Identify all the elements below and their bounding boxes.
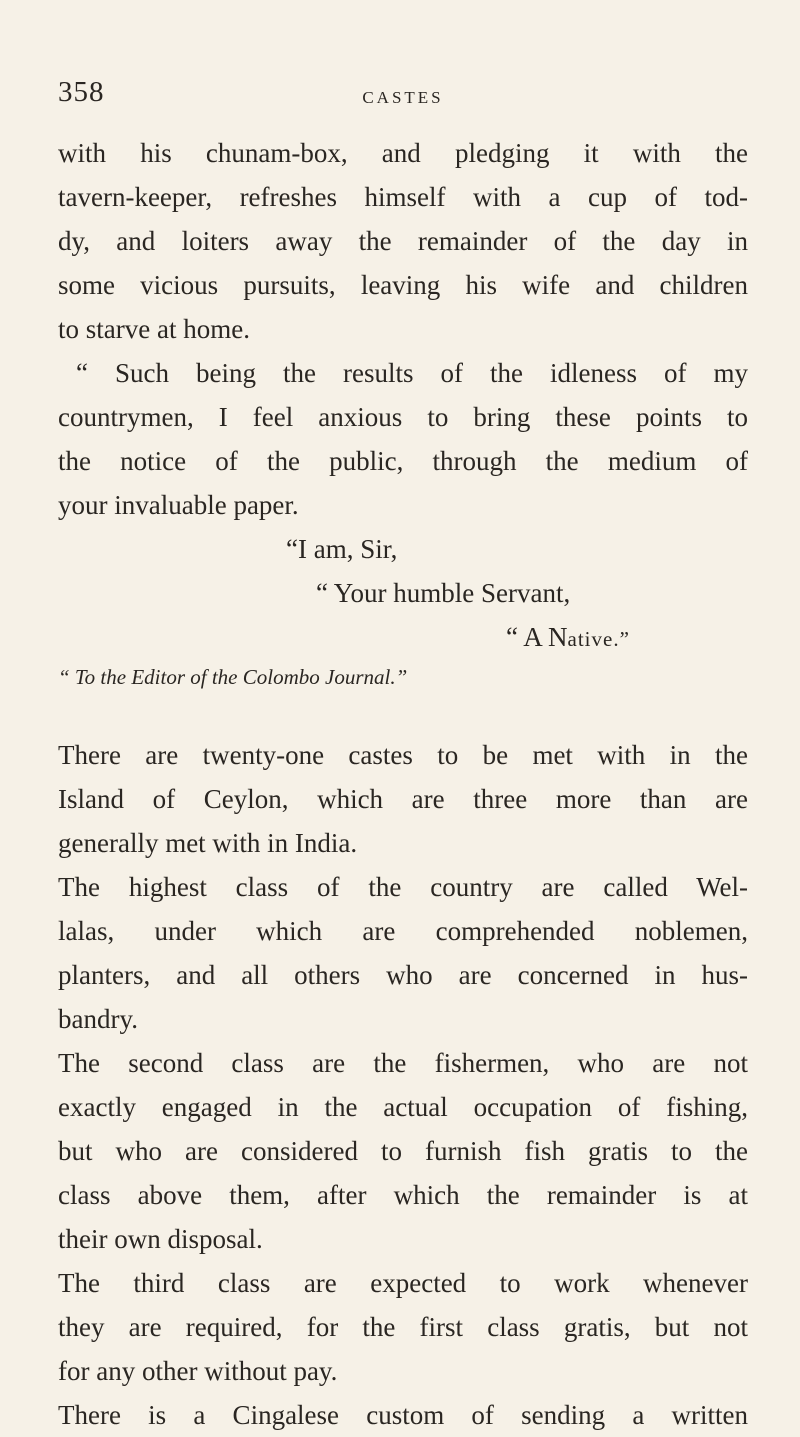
text-line: with his chunam-box, and pledging it with the bbox=[58, 138, 748, 168]
text-line: generally met with in India. bbox=[58, 828, 358, 858]
text-line: “ Such being the results of the idleness of my bbox=[76, 358, 748, 388]
page-number: 358 bbox=[58, 76, 105, 108]
text-line: tavern-keeper, refreshes himself with a cup of tod- bbox=[58, 182, 748, 212]
text-line: dy, and loiters away the remainder of the day in bbox=[58, 226, 748, 256]
text-line: some vicious pursuits, leaving his wife and children bbox=[58, 270, 748, 300]
text-line: the notice of the public, through the medium of bbox=[58, 446, 748, 476]
signoff-line: “ Your humble Servant, bbox=[316, 578, 571, 608]
running-head: CASTES bbox=[362, 88, 444, 107]
text-line: for any other without pay. bbox=[58, 1356, 338, 1386]
text-line: their own disposal. bbox=[58, 1224, 263, 1254]
text-line: class above them, after which the remainder is at bbox=[58, 1180, 748, 1210]
addressee-line: “ To the Editor of the Colombo Journal.” bbox=[58, 665, 408, 689]
signoff-line: “I am, Sir, bbox=[286, 534, 398, 564]
text-line: your invaluable paper. bbox=[58, 490, 299, 520]
text-line: The second class are the fishermen, who are not bbox=[58, 1048, 748, 1078]
section-gap bbox=[58, 699, 748, 733]
text-line: The third class are expected to work whenever bbox=[58, 1268, 748, 1298]
text-line: exactly engaged in the actual occupation of fishing, bbox=[58, 1092, 748, 1122]
page-header bbox=[58, 76, 748, 116]
text-line: countrymen, I feel anxious to bring these points to bbox=[58, 402, 748, 432]
text-line: Island of Ceylon, which are three more than are bbox=[58, 784, 748, 814]
text-line: The highest class of the country are called Wel- bbox=[58, 872, 748, 902]
text-line: to starve at home. bbox=[58, 314, 250, 344]
signature-line: “ A Native.” bbox=[506, 622, 630, 652]
text-line: There is a Cingalese custom of sending a written bbox=[58, 1400, 748, 1430]
body-text bbox=[58, 131, 748, 1437]
text-line: bandry. bbox=[58, 1004, 138, 1034]
text-line: lalas, under which are comprehended noblemen, bbox=[58, 916, 748, 946]
text-line: they are required, for the first class gratis, but not bbox=[58, 1312, 748, 1342]
text-line: There are twenty-one castes to be met with in the bbox=[58, 740, 748, 770]
text-line: but who are considered to furnish fish gratis to the bbox=[58, 1136, 748, 1166]
text-line: planters, and all others who are concerned in hus- bbox=[58, 960, 748, 990]
